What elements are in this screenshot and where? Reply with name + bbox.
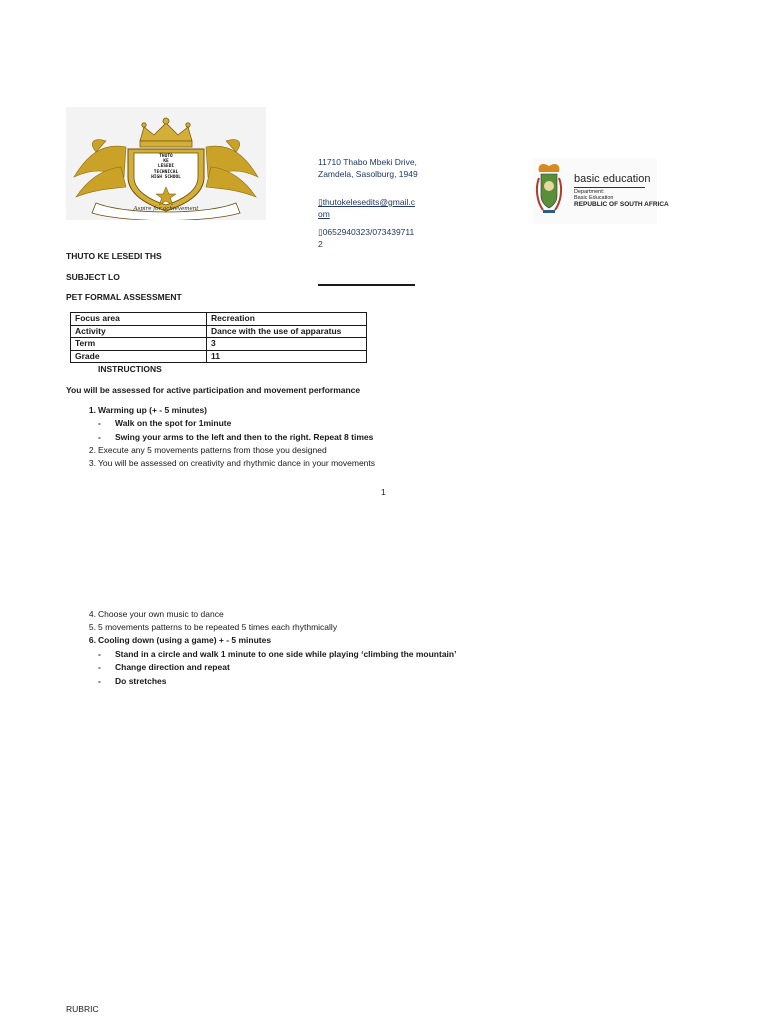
dbe-divider	[574, 187, 645, 188]
contact-phone	[318, 226, 418, 250]
table-label-cell: Activity	[71, 325, 207, 338]
crest-motto: Aspire for achievement	[133, 206, 199, 212]
list-text: Warming up (+ - 5 minutes)	[98, 405, 208, 415]
table-label-cell: Focus area	[71, 313, 207, 326]
rubric-heading: RUBRIC	[66, 1004, 99, 1014]
crest-text-line: LESEDI	[157, 164, 175, 170]
sub-list-dash: -	[98, 662, 101, 672]
dbe-country: REPUBLIC OF SOUTH AFRICA	[574, 201, 669, 208]
table-label-cell: Term	[71, 338, 207, 351]
school-name-heading: THUTO KE LESEDI THS	[66, 251, 162, 261]
table-value-cell: 11	[207, 350, 367, 363]
contact-email-link[interactable]	[318, 196, 418, 220]
list-text: Execute any 5 movements patterns from those you designed	[98, 445, 327, 455]
crest-text-line: KE	[163, 159, 169, 165]
sub-list-dash: -	[98, 432, 101, 442]
dbe-department-label: Department:	[574, 189, 605, 195]
page-number: 1	[381, 487, 386, 497]
list-text: 5 movements patterns to be repeated 5 times each rhythmically	[98, 622, 338, 632]
list-text: Choose your own music to dance	[98, 609, 224, 619]
table-row	[71, 325, 367, 338]
dbe-title: basic education	[574, 173, 651, 185]
list-number: 6.	[88, 635, 96, 645]
sub-list-dash: -	[98, 649, 101, 659]
instructions-intro: You will be assessed for active participation and movement performance	[66, 385, 361, 395]
dbe-department-name: Basic Education	[574, 195, 614, 201]
list-number: 2.	[88, 445, 96, 455]
phone-icon: ▯	[318, 227, 323, 237]
list-text: Cooling down (using a game) + - 5 minutes	[98, 635, 272, 645]
contact-phone-text: 0652940323/0734397112	[318, 227, 415, 249]
assessment-info-table	[70, 312, 367, 363]
table-row	[71, 313, 367, 326]
contact-email-text: thutokelesedits@gmail.com	[318, 197, 415, 219]
table-value-cell: Recreation	[207, 313, 367, 326]
list-number: 1.	[88, 405, 96, 415]
table-value-cell: Dance with the use of apparatus	[207, 325, 367, 338]
table-value-cell: 3	[207, 338, 367, 351]
email-icon: ▯	[318, 197, 323, 207]
school-crest-logo	[66, 107, 266, 220]
list-number: 3.	[88, 458, 96, 468]
sub-list-text: Walk on the spot for 1minute	[115, 418, 232, 428]
assessment-heading: PET FORMAL ASSESSMENT	[66, 292, 182, 302]
list-number: 4.	[88, 609, 96, 619]
table-label-cell: Grade	[71, 350, 207, 363]
table-row	[71, 350, 367, 363]
sub-list-dash: -	[98, 676, 101, 686]
sub-list-text: Stand in a circle and walk 1 minute to one side while playing ‘climbing the mountain’	[115, 649, 457, 659]
list-number: 5.	[88, 622, 96, 632]
sub-list-text: Change direction and repeat	[115, 662, 230, 672]
subject-heading: SUBJECT LO	[66, 272, 120, 282]
sub-list-text: Swing your arms to the left and then to the right. Repeat 8 times	[115, 432, 374, 442]
crest-text-line: HIGH SCHOOL	[151, 174, 181, 180]
list-text: You will be assessed on creativity and rhythmic dance in your movements	[98, 458, 376, 468]
contact-divider	[318, 284, 415, 286]
contact-address: 11710 Thabo Mbeki Drive, Zamdela, Sasolburg, 1949	[318, 157, 418, 179]
sub-list-dash: -	[98, 418, 101, 428]
crest-text-line: THUTO	[159, 154, 173, 159]
table-row	[71, 338, 367, 351]
instructions-heading: INSTRUCTIONS	[98, 364, 162, 374]
sub-list-text: Do stretches	[115, 676, 167, 686]
crest-text-line: TECHNICAL	[153, 169, 179, 175]
